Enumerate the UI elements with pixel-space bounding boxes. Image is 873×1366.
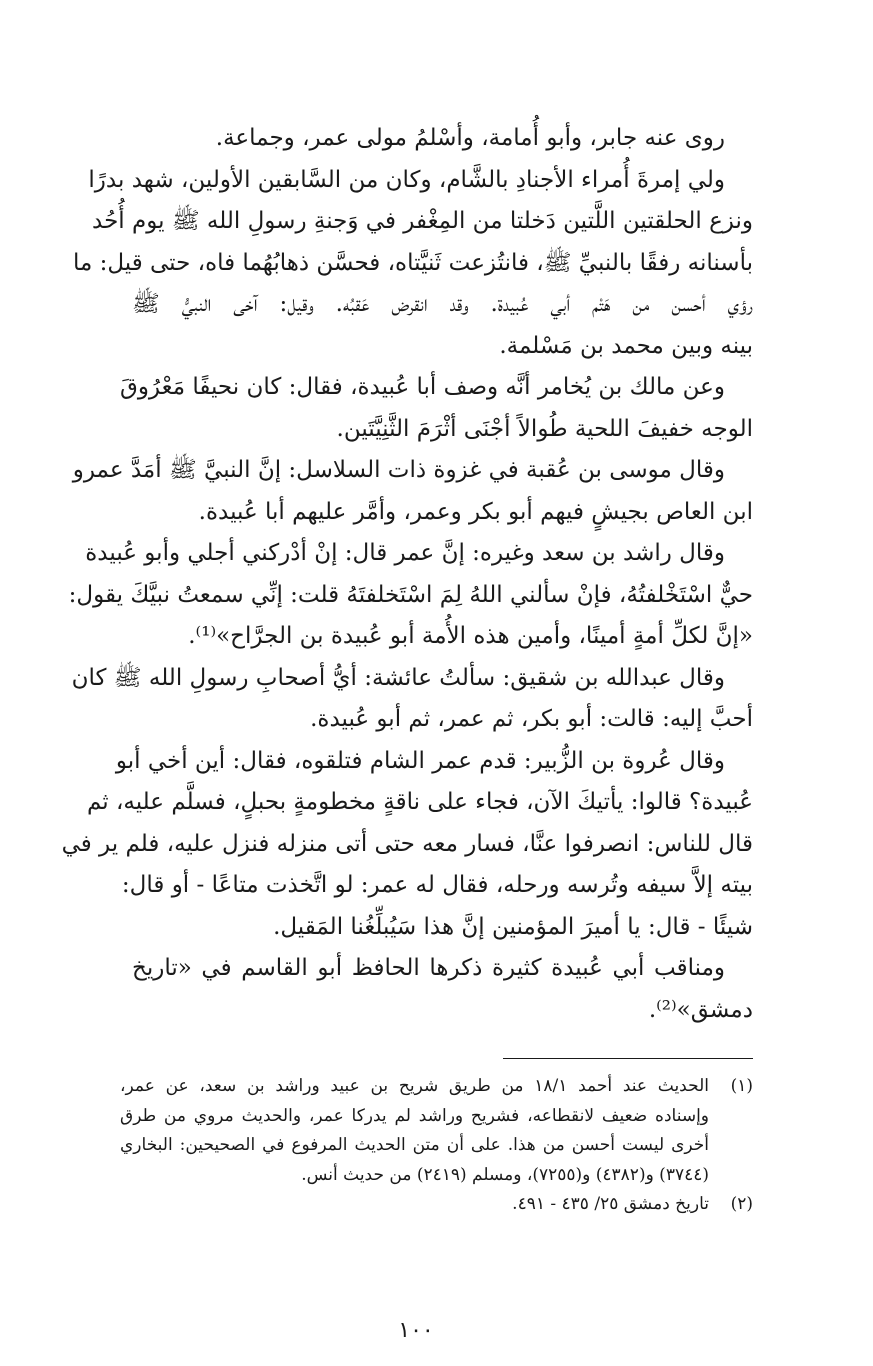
footnote-line: الحديث عند أحمد ١٨/١ من طريق شريح بن عبيد وراشد بن سعد، عن عمر، <box>120 1076 709 1096</box>
text-line: ابن العاص بجيشٍ فيهم أبو بكر وعمر، وأمَّر عليهم أبا عُبيدة. <box>198 498 753 525</box>
text-line: عُبيدة؟ قالوا: يأتيكَ الآن، فجاء على ناقةٍ مخطومةٍ بحبلٍ، فسلَّم عليه، ثم <box>86 789 753 815</box>
footnote-line: وإسناده ضعيف لانقطاعه، فشريح وراشد لم يدركا عمر، والحديث مروي من طرق <box>120 1105 709 1126</box>
footnotes <box>120 1072 753 1220</box>
text-line: وقال عُروة بن الزُّبير: قدم عمر الشام فتلقوه، فقال: أين أخي أبو <box>115 747 725 774</box>
text-line: بيته إلاَّ سيفه وتُرسه ورحله، فقال له عمر: لو اتَّخذت متاعًا - أو قال: <box>121 872 753 898</box>
text-line: وقال موسى بن عُقبة في غزوة ذات السلاسل: إنَّ النبيَّ ﷺ أمَدَّ عمرو <box>72 457 725 483</box>
footnote-separator <box>503 1058 753 1059</box>
text-line: روى عنه جابر، وأبو أُمامة، وأسْلمُ مولى عمر، وجماعة. <box>215 125 725 151</box>
text-line: وقال عبدالله بن شقيق: سألتُ عائشة: أيُّ أصحابِ رسولِ الله ﷺ كان <box>71 664 725 691</box>
text-line: الوجه خفيفَ اللحية طُوالاً أجْنَى أثْرَمَ الثَّنِيَّتَين. <box>336 415 753 442</box>
footnote-number: (٢) <box>730 1194 753 1214</box>
text-line: شيئًا - قال: يا أميرَ المؤمنين إنَّ هذا سَيُبلِّغُنا المَقيل. <box>273 913 753 940</box>
footnote-line: أخرى ليست أحسن من هذا. على أن متن الحديث المرفوع في الصحيحين: البخاري <box>120 1135 709 1155</box>
footnote-number: (١) <box>730 1076 753 1096</box>
text-line: ومناقب أبي عُبيدة كثيرة ذكرها الحافظ أبو القاسم في «تاريخ <box>132 955 725 981</box>
text-line: حيٌّ اسْتَخْلفتُهُ، فإنْ سألني اللهُ لِمَ اسْتَخلفتَهُ قلت: إنِّي سمعتُ نبيَّكَ يقول: <box>68 581 753 608</box>
footnote-line: (٣٧٤٤) و(٤٣٨٢) و(٧٢٥٥)، ومسلم (٢٤١٩) من حديث أنس. <box>301 1164 709 1185</box>
footnote <box>120 1190 753 1220</box>
text-line: «إنَّ لكلِّ أمةٍ أمينًا، وأمين هذه الأُمة أبو عُبيدة بن الجرَّاح»⁽¹⁾. <box>188 623 753 649</box>
text-line: وقال راشد بن سعد وغيره: إنَّ عمر قال: إنْ أدْركني أجلي وأبو عُبيدة <box>85 540 725 566</box>
text-line: قال للناس: انصرفوا عنَّا، فسار معه حتى أتى منزله فنزل عليه، فلم ير في <box>61 830 753 857</box>
main-text <box>61 118 753 1031</box>
text-line: دمشق»⁽²⁾. <box>648 996 753 1023</box>
footnote-line: تاريخ دمشق ٢٥/ ٤٣٥ - ٤٩١. <box>512 1194 709 1214</box>
text-line: رؤي أحسن من هَتْم أبي عُبيدة. وقد انقرض عَقبُه. وقيل: آخى النبيُّ ﷺ <box>132 291 753 317</box>
text-line: أحبَّ إليه: قالت: أبو بكر، ثم عمر، ثم أبو عُبيدة. <box>310 706 753 732</box>
footnote <box>120 1072 753 1190</box>
page-number: ١٠٠ <box>398 1318 434 1343</box>
text-line: وعن مالك بن يُخامر أنَّه وصف أبا عُبيدة، فقال: كان نحيفًا مَعْرُوقَ <box>119 374 725 400</box>
text-line: ونزع الحلقتين اللَّتين دَخلتا من المِغْفر في وَجنةِ رسولِ الله ﷺ يوم أُحُد <box>92 208 753 234</box>
text-line: ولي إمرةَ أُمراء الأجنادِ بالشَّام، وكان من السَّابقين الأولين، شهد بدرًا <box>88 166 725 193</box>
text-line: بينه وبين محمد بن مَسْلمة. <box>499 332 753 359</box>
text-line: بأسنانه رفقًا بالنبيِّ ﷺ، فانتُزعت ثَنيَّتاه، فحسَّن ذهابُهُما فاه، حتى قيل: ما <box>72 249 753 276</box>
